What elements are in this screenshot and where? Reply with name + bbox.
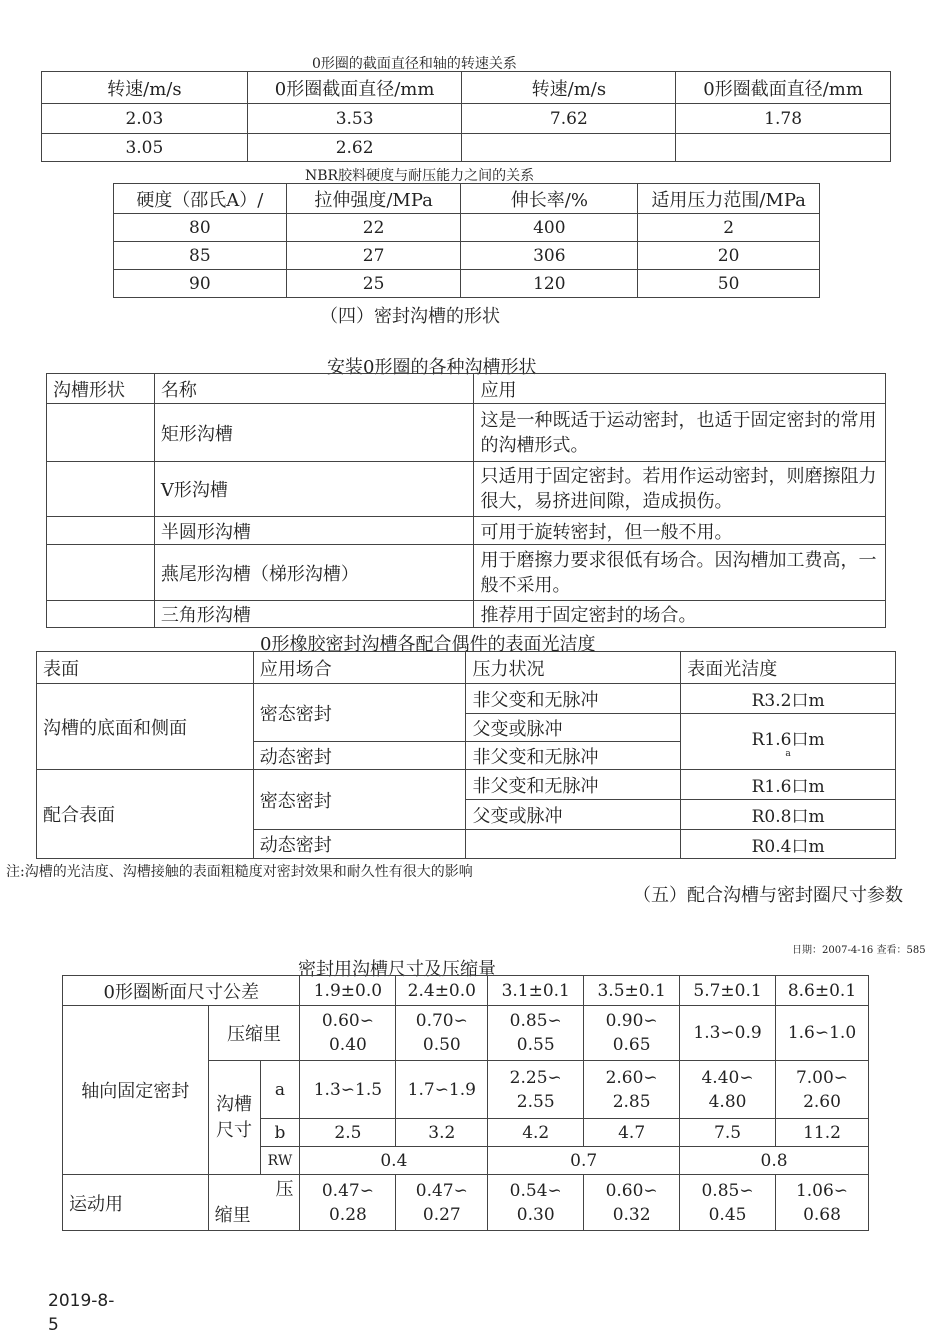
table5-value: 0.55 [516, 1035, 555, 1055]
table2-cell: 50 [638, 270, 820, 298]
table4-caption: 0形橡胶密封沟槽各配合偶件的表面光洁度 [260, 634, 596, 655]
table2 [113, 183, 820, 298]
table5-value: 0.54∽ [509, 1180, 562, 1201]
table5-value: 2.85 [612, 1091, 651, 1112]
table5-header-label: 0形圈断面尺寸公差 [63, 976, 300, 1006]
table2-cell: 20 [638, 242, 820, 270]
table2-cell: 80 [114, 214, 287, 242]
table3-app: 只适用于固定密封。若用作运动密封，则磨擦阻力很大，易挤进间隙，造成损伤。 [474, 462, 886, 517]
table5-value: 0.28 [328, 1204, 367, 1225]
table4-finish: R1.6口m [681, 770, 896, 800]
table5-groove-label [208, 1061, 260, 1175]
table5-a-cell [680, 1061, 776, 1119]
table4-header: 压力状况 [466, 652, 681, 684]
table1-header: 转速/m/s [462, 72, 676, 104]
table5-value: 0.8 [680, 1147, 869, 1175]
table1-cell [462, 134, 676, 162]
table5-value: 0.4 [300, 1147, 488, 1175]
table5-value: 4.7 [584, 1119, 680, 1147]
table4-finish: R3.2口m [681, 684, 896, 714]
table4-finish: R1.6口m [751, 730, 825, 750]
table5-value: 0.30 [516, 1204, 555, 1225]
table2-cell: 27 [286, 242, 461, 270]
table5-value: 2.60 [803, 1091, 841, 1112]
table5-size: 5.7±0.1 [680, 976, 776, 1006]
table5-axial-label: 轴向固定密封 [63, 1006, 209, 1175]
table3-name: 矩形沟槽 [154, 404, 474, 462]
table3-header: 名称 [154, 374, 474, 404]
table5-value: 1.7∽1.9 [396, 1061, 488, 1119]
table3-app: 用于磨擦力要求很低有场合。因沟槽加工费高，一般不采用。 [474, 545, 886, 601]
table2-caption: NBR胶料硬度与耐压能力之间的关系 [305, 168, 535, 184]
table5-value: 0.50 [422, 1035, 461, 1055]
table5-size: 2.4±0.0 [396, 976, 488, 1006]
table5-value: 1.3∽0.9 [680, 1006, 776, 1061]
table1-cell: 3.53 [247, 104, 462, 134]
table5-motion-cell [300, 1175, 396, 1231]
table3-shape-cell [47, 404, 155, 462]
table5-compress-cell [584, 1006, 680, 1061]
table5-motion-label: 运动用 [63, 1175, 209, 1231]
table5-motion-cell [584, 1175, 680, 1231]
table5-compress-cell [396, 1006, 488, 1061]
table2-cell: 400 [461, 214, 638, 242]
table5-value: 2.5 [300, 1119, 396, 1147]
table5-motion-compress-label [208, 1175, 300, 1231]
table3-name: 三角形沟槽 [154, 601, 474, 628]
table5-value: 0.7 [488, 1147, 680, 1175]
table3-shape-cell [47, 462, 155, 517]
table4-usage: 动态密封 [253, 830, 466, 859]
table1-cell [676, 134, 891, 162]
table5-groove-label-1: 沟槽 [216, 1093, 253, 1115]
table4-surface: 沟槽的底面和侧面 [37, 684, 254, 770]
table1-cell: 2.62 [247, 134, 462, 162]
table5-value: 0.60∽ [605, 1180, 658, 1201]
table5-value: 0.40 [328, 1035, 367, 1055]
table4-header: 表面光洁度 [681, 652, 896, 684]
table4-usage: 动态密封 [253, 742, 466, 770]
table2-cell: 25 [286, 270, 461, 298]
table5-value: 0.27 [422, 1204, 461, 1225]
table3-app: 这是一种既适于运动密封，也适于固定密封的常用的沟槽形式。 [474, 404, 886, 462]
table2-header: 适用压力范围/MPa [638, 184, 820, 214]
table5-compress-cell [488, 1006, 584, 1061]
table4-usage: 密态密封 [253, 770, 466, 830]
table5-a-cell [776, 1061, 869, 1119]
table5-value: 2.55 [516, 1091, 555, 1112]
table5-value: 0.85∽ [509, 1011, 562, 1031]
table5-value: 1.06∽ [795, 1180, 849, 1201]
table4-pressure: 父变或脉冲 [466, 800, 681, 830]
table5-size: 3.1±0.1 [488, 976, 584, 1006]
table5-b-label: b [260, 1119, 300, 1147]
table5-value: 0.60∽ [321, 1011, 374, 1031]
table5-rw-label: RW [260, 1147, 300, 1175]
table2-header: 拉伸强度/MPa [286, 184, 461, 214]
table5-value: 1.6∽1.0 [776, 1006, 869, 1061]
table5-motion-compress-2: 缩里 [214, 1204, 251, 1226]
table4-usage: 密态密封 [253, 684, 466, 742]
table5-size: 8.6±0.1 [776, 976, 869, 1006]
table3-shape-cell [47, 601, 155, 628]
table3-name: 燕尾形沟槽（梯形沟槽） [154, 545, 474, 601]
table5-caption: 密封用沟槽尺寸及压缩量 [298, 959, 496, 980]
section-heading-5: （五）配合沟槽与密封圈尺寸参数 [633, 885, 903, 906]
table1-cell: 1.78 [676, 104, 891, 134]
table2-cell: 120 [461, 270, 638, 298]
table5-value: 0.45 [708, 1204, 747, 1225]
table5-value: 0.85∽ [701, 1180, 754, 1201]
table5-value: 2.60∽ [605, 1067, 658, 1088]
table1-header: 0形圈截面直径/mm [247, 72, 462, 104]
table5-motion-cell [488, 1175, 584, 1231]
table4-pressure: 非父变和无脉冲 [466, 684, 681, 714]
table5-compress-label: 压缩里 [208, 1006, 300, 1061]
table5-size: 3.5±0.1 [584, 976, 680, 1006]
table4-finish: R0.8口m [681, 800, 896, 830]
table4-finish-sub: a [785, 749, 791, 759]
table2-cell: 2 [638, 214, 820, 242]
table1-header: 0形圈截面直径/mm [676, 72, 891, 104]
footer-date: 2019-8-5 [48, 1291, 115, 1335]
table5-value: 1.3∽1.5 [300, 1061, 396, 1119]
note: 注:沟槽的光洁度、沟槽接触的表面粗糙度对密封效果和耐久性有很大的影响 [6, 864, 473, 880]
table5-value: 7.5 [680, 1119, 776, 1147]
table2-cell: 90 [114, 270, 287, 298]
table5-motion-cell [680, 1175, 776, 1231]
table1-cell: 3.05 [42, 134, 248, 162]
table4-empty [466, 830, 681, 859]
table3-header: 应用 [474, 374, 886, 404]
dateline: 日期：2007-4-16 查看：585 [792, 945, 926, 956]
table3-header: 沟槽形状 [47, 374, 155, 404]
table5-motion-cell [776, 1175, 869, 1231]
table5-value: 0.32 [612, 1204, 651, 1225]
table3 [46, 373, 886, 628]
table5-a-cell [584, 1061, 680, 1119]
table5-value: 0.65 [612, 1035, 651, 1055]
table4-finish-cell [681, 714, 896, 770]
table5 [62, 975, 869, 1231]
table4-header: 表面 [37, 652, 254, 684]
table1 [41, 71, 891, 162]
table5-value: 0.47∽ [321, 1180, 374, 1201]
section-heading-4: （四）密封沟槽的形状 [320, 306, 500, 327]
table4-header: 应用场合 [253, 652, 466, 684]
table3-shape-cell [47, 545, 155, 601]
table5-value: 3.2 [396, 1119, 488, 1147]
table3-name: 半圆形沟槽 [154, 517, 474, 545]
table5-value: 4.40∽ [701, 1067, 754, 1088]
table3-caption: 安装0形圈的各种沟槽形状 [327, 357, 537, 378]
table5-motion-cell [396, 1175, 488, 1231]
table5-value: 0.70∽ [415, 1011, 468, 1031]
table5-a-label: a [260, 1061, 300, 1119]
table1-header: 转速/m/s [42, 72, 248, 104]
table5-value: 0.68 [803, 1204, 841, 1225]
table2-cell: 85 [114, 242, 287, 270]
table3-shape-cell [47, 517, 155, 545]
table4 [36, 651, 896, 859]
table1-cell: 7.62 [462, 104, 676, 134]
table5-motion-compress-1: 压 [275, 1178, 294, 1200]
table4-pressure: 非父变和无脉冲 [466, 770, 681, 800]
table4-pressure: 非父变和无脉冲 [466, 742, 681, 770]
table5-groove-label-2: 尺寸 [216, 1119, 253, 1141]
table1-cell: 2.03 [42, 104, 248, 134]
table2-header: 硬度（邵氏A）/ [114, 184, 287, 214]
table2-header: 伸长率/% [461, 184, 638, 214]
table5-value: 11.2 [776, 1119, 869, 1147]
table2-cell: 22 [286, 214, 461, 242]
table5-compress-cell [300, 1006, 396, 1061]
table5-value: 2.25∽ [509, 1067, 562, 1088]
table5-value: 7.00∽ [795, 1067, 849, 1088]
table5-value: 0.47∽ [415, 1180, 468, 1201]
table4-finish: R0.4口m [681, 830, 896, 859]
table5-size: 1.9±0.0 [300, 976, 396, 1006]
table5-value: 4.2 [488, 1119, 584, 1147]
table3-app: 可用于旋转密封，但一般不用。 [474, 517, 886, 545]
table3-name: V形沟槽 [154, 462, 474, 517]
table5-value: 0.90∽ [605, 1011, 658, 1031]
table4-surface: 配合表面 [37, 770, 254, 859]
table5-a-cell [488, 1061, 584, 1119]
table5-value: 4.80 [708, 1091, 747, 1112]
table2-cell: 306 [461, 242, 638, 270]
table1-caption: 0形圈的截面直径和轴的转速关系 [312, 56, 517, 72]
table3-app: 推荐用于固定密封的场合。 [474, 601, 886, 628]
table4-pressure: 父变或脉冲 [466, 714, 681, 742]
